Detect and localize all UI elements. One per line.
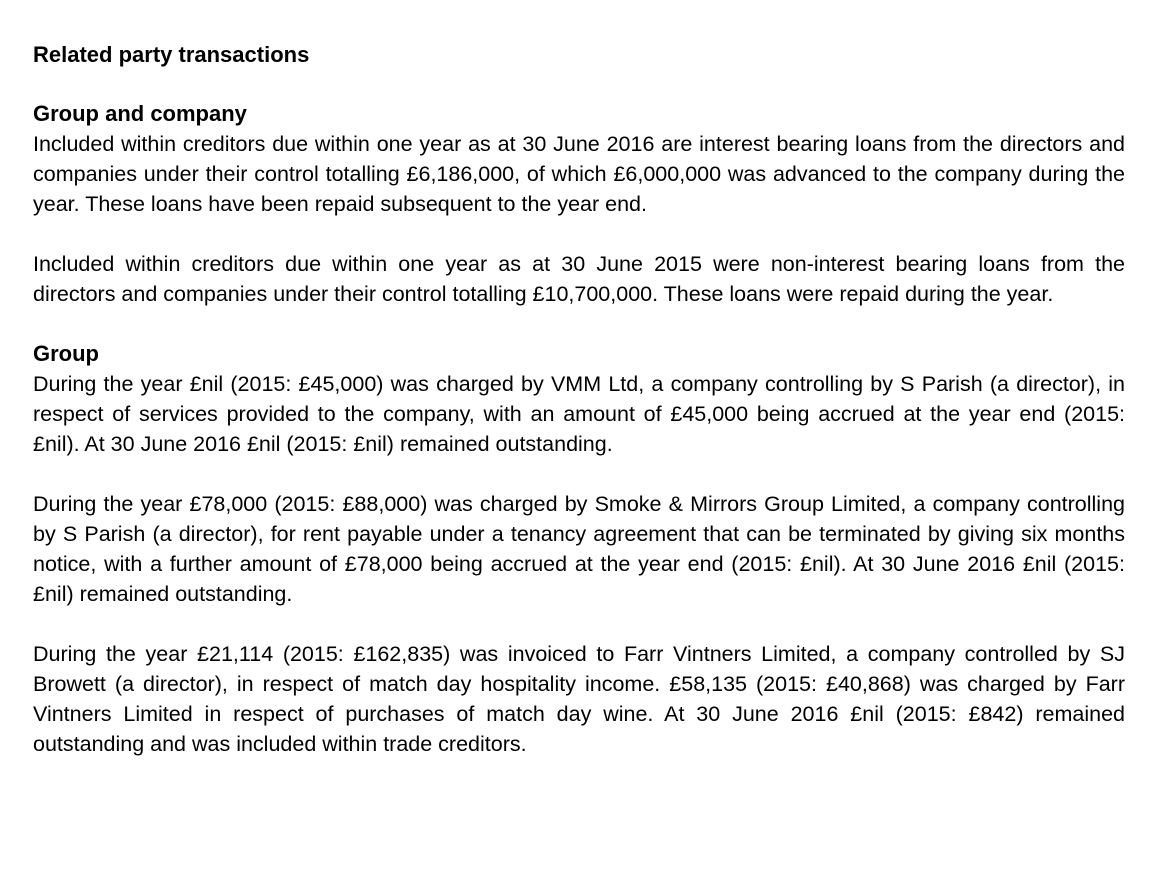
section-heading: Group and company: [33, 101, 247, 126]
section-heading: Group: [33, 341, 99, 366]
document: [33, 40, 1125, 759]
paragraph: During the year £78,000 (2015: £88,000) was charged by Smoke & Mirrors Group Limited, a company controlling by S Parish (a director), for rent payable under a tenancy agreement that can be terminated by giving six months notice, with a further amount of £78,000 being accrued at the year end (2015: £nil). At 30 June 2016 £nil (2015: £nil) remained outstanding.: [33, 492, 1125, 606]
section-group: [33, 339, 1125, 759]
document-title: Related party transactions: [33, 42, 310, 67]
paragraph: Included within creditors due within one year as at 30 June 2016 are interest bearing loans from the directors and companies under their control totalling £6,186,000, of which £6,000,000 was advanced to the company during the year. These loans have been repaid subsequent to the year end.: [33, 132, 1125, 216]
paragraph: Included within creditors due within one year as at 30 June 2015 were non-interest bearing loans from the directors and companies under their control totalling £10,700,000. These loans were repaid during the year.: [33, 252, 1125, 306]
paragraph: During the year £21,114 (2015: £162,835) was invoiced to Farr Vintners Limited, a company controlled by SJ Browett (a director), in respect of match day hospitality income. £58,135 (2015: £40,868) was charged by Farr Vintners Limited in respect of purchases of match day wine. At 30 June 2016 £nil (2015: £842) remained outstanding and was included within trade creditors.: [33, 642, 1125, 756]
paragraph: During the year £nil (2015: £45,000) was charged by VMM Ltd, a company controlling by S Parish (a director), in respect of services provided to the company, with an amount of £45,000 being accrued at the year end (2015: £nil). At 30 June 2016 £nil (2015: £nil) remained outstanding.: [33, 372, 1125, 456]
section-group-and-company: [33, 99, 1125, 309]
